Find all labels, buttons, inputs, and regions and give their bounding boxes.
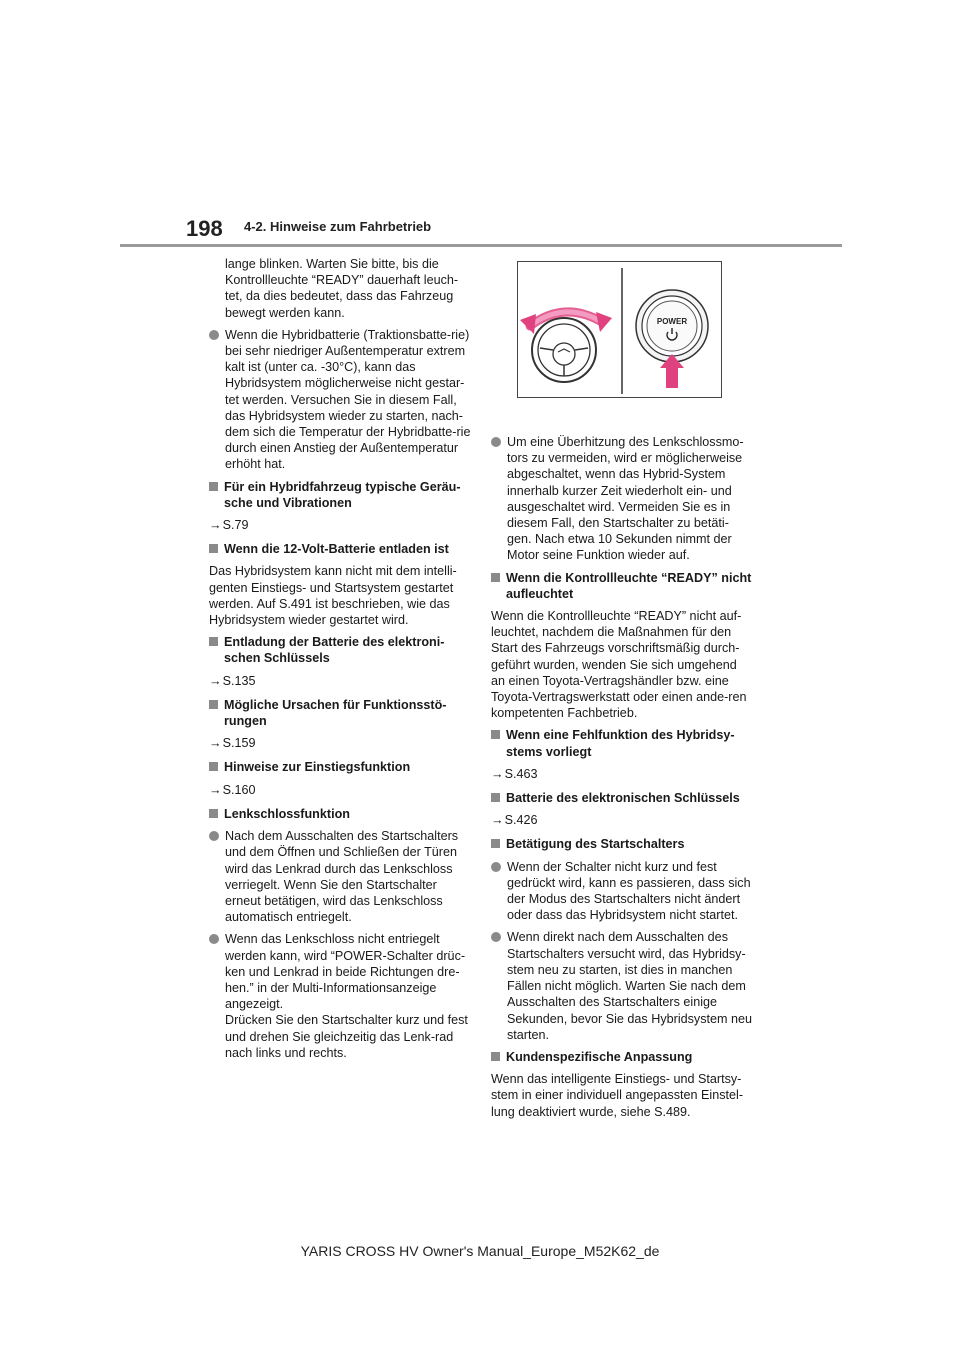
page-reference	[491, 766, 753, 782]
steering-wheel-icon	[532, 318, 596, 382]
paragraph: Wenn das intelligente Einstiegs- und Startsy-stem in einer individuell angepassten Einstel-lung deaktiviert wurde, siehe S.489.	[491, 1072, 744, 1119]
bullet-item: Wenn das Lenkschloss nicht entriegelt werden kann, wird “POWER-Schalter drüc-ken und Lenkrad in beide Richtungen dre-hen.” in der Multi-Informationsanzeige angezeigt. Drücken Sie den Startschalter kurz und fest und drehen Sie gleichzeitig das Lenk-rad nach links und rechts.	[209, 931, 471, 1061]
bullet-item: Wenn die Hybridbatterie (Traktionsbatte-rie) bei sehr niedriger Außentemperatur extrem kalt ist (unter ca. -30°C), kann das Hybridsystem möglicherweise nicht gestar-tet werden. Versuchen Sie in diesem Fall, das Hybridsystem wieder zu starten, nach-dem sich die Temperatur der Hybridbatte-rie durch einen Anstieg der Außentemperatur erhöht hat.	[209, 327, 471, 473]
continued-paragraph: lange blinken. Warten Sie bitte, bis die Kontrollleuchte “READY” dauerhaft leuch-tet, da dies bedeutet, dass das Fahrzeug bewegt werden kann.	[225, 257, 459, 320]
paragraph: Das Hybridsystem kann nicht mit dem intelli-genten Einstiegs- und Startsystem gestartet werden. Auf S.491 ist beschrieben, wie das Hybridsystem wieder gestartet wird.	[209, 564, 457, 628]
page-reference-text: S.463	[504, 766, 538, 781]
page-reference	[209, 673, 471, 689]
subheading: Hinweise zur Einstiegsfunktion	[209, 759, 471, 775]
right-column	[491, 434, 753, 1126]
left-column	[209, 256, 471, 1067]
page-reference-text: S.159	[222, 736, 256, 751]
page-reference-text: S.426	[504, 813, 538, 828]
subheading: Für ein Hybridfahrzeug typische Geräu-sche und Vibrationen	[209, 479, 471, 511]
page-reference	[491, 812, 753, 828]
page-reference	[209, 735, 471, 751]
arrow-right-icon: →	[209, 518, 222, 533]
power-label: POWER	[656, 317, 688, 326]
subheading: Betätigung des Startschalters	[491, 836, 753, 852]
page-reference-text: S.160	[222, 782, 256, 797]
subheading: Mögliche Ursachen für Funktionsstö-rungen	[209, 697, 471, 729]
power-button-icon	[636, 290, 708, 362]
bullet-item: Um eine Überhitzung des Lenkschlossmo-tors zu vermeiden, wird er möglicherweise abgeschaltet, wenn das Hybrid-System innerhalb kurzer Zeit wiederholt ein- und ausgeschaltet wird. Vermeiden Sie es in diesem Fall, den Startschalter zu betäti-gen. Nach etwa 10 Sekunden nimmt der Motor seine Funktion wieder auf.	[491, 434, 753, 564]
page-reference	[209, 782, 471, 798]
footer-text: YARIS CROSS HV Owner's Manual_Europe_M52K62_de	[300, 1243, 660, 1259]
rotate-arrow-icon	[520, 312, 612, 334]
subheading: Wenn die 12-Volt-Batterie entladen ist	[209, 541, 471, 557]
bullet-item: Wenn der Schalter nicht kurz und fest gedrückt wird, kann es passieren, dass sich der Modus des Startschalters nicht ändert oder dass das Hybridsystem nicht startet.	[491, 859, 753, 924]
section-title: 4-2. Hinweise zum Fahrbetrieb	[244, 219, 432, 234]
arrow-right-icon: →	[491, 766, 504, 781]
subheading: Wenn eine Fehlfunktion des Hybridsy-stems vorliegt	[491, 727, 753, 759]
arrow-right-icon: →	[209, 673, 222, 688]
arrow-right-icon: →	[209, 782, 222, 797]
header-rule	[120, 244, 842, 247]
arrow-right-icon: →	[491, 813, 504, 828]
subheading: Kundenspezifische Anpassung	[491, 1049, 753, 1065]
page-reference-text: S.79	[222, 518, 249, 533]
paragraph: Wenn die Kontrollleuchte “READY” nicht auf-leuchtet, nachdem die Maßnahmen für den Start des Fahrzeugs vorschriftsmäßig durch-geführt wurden, wenden Sie sich umgehend an einen Toyota-Vertragshändler bzw. eine Toyota-Vertragswerkstatt oder einen ande-ren kompetenten Fachbetrieb.	[491, 609, 747, 721]
page-number: 198	[186, 216, 223, 241]
bullet-item: Wenn direkt nach dem Ausschalten des Startschalters versucht wird, das Hybridsy-stem neu zu starten, ist dies in manchen Fällen nicht möglich. Warten Sie nach dem Ausschalten des Startschalters einige Sekunden, bevor Sie das Hybridsystem neu starten.	[491, 929, 753, 1042]
page-reference	[209, 517, 471, 533]
subheading: Entladung der Batterie des elektroni-schen Schlüssels	[209, 634, 471, 666]
subheading: Wenn die Kontrollleuchte “READY” nicht aufleuchtet	[491, 570, 753, 602]
steering-power-figure	[517, 261, 722, 398]
bullet-item: Nach dem Ausschalten des Startschalters und dem Öffnen und Schließen der Türen wird das Lenkrad durch das Lenkschloss verriegelt. Wenn Sie den Startschalter erneut betätigen, wird das Lenkschloss automatisch entriegelt.	[209, 828, 471, 925]
arrow-right-icon: →	[209, 736, 222, 751]
subheading: Batterie des elektronischen Schlüssels	[491, 790, 753, 806]
subheading: Lenkschlossfunktion	[209, 806, 471, 822]
page-reference-text: S.135	[222, 673, 256, 688]
